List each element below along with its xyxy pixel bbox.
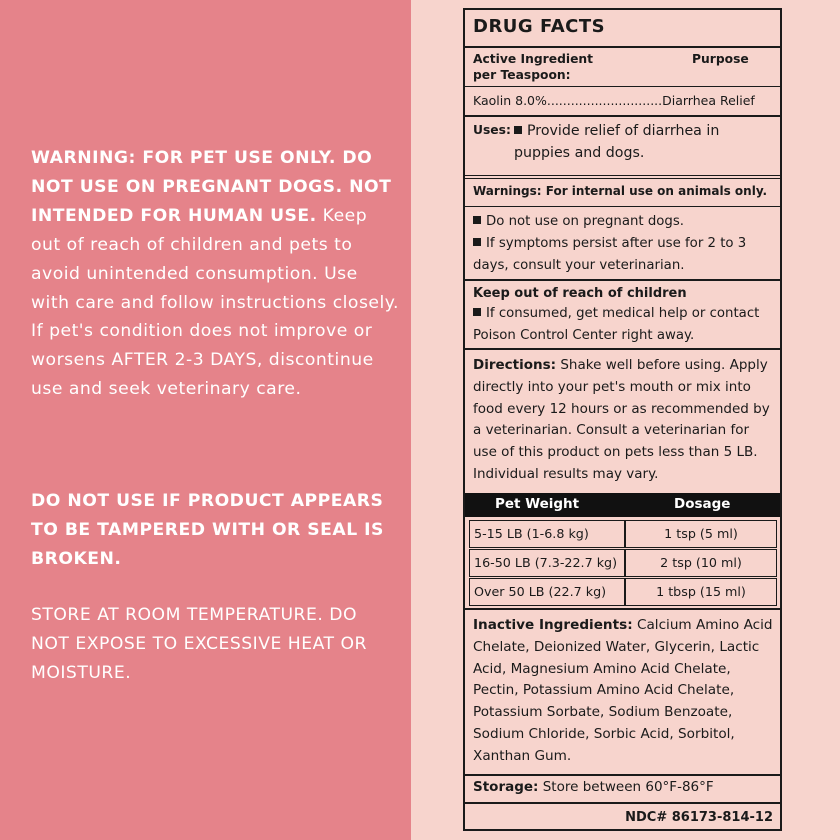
keep-out-header: Keep out of reach of children [473,286,687,301]
uses-text: Provide relief of diarrhea in puppies and dogs. [514,123,720,161]
pet-weight-cell: Over 50 LB (22.7 kg) [469,578,625,606]
divider [465,608,780,610]
bullet-icon [473,216,481,224]
divider [465,175,780,176]
drug-facts-background [411,0,840,840]
bullet-icon [514,126,522,134]
inactive-text: Calcium Amino Acid Chelate, Deionized Water, Glycerin, Lactic Acid, Magnesium Amino Acid Chelate, Pectin, Potassium Amino Acid Chelate, Potassium Sorbate, Sodium Benzoate, Sodium Chloride, Sorbic Acid, Sorbitol, Xanthan Gum. [473,617,773,764]
warning-item [473,233,773,277]
warning-paragraph [31,144,401,404]
dosage-cell: 2 tsp (10 ml) [625,549,777,577]
drug-facts-title: DRUG FACTS [473,16,606,37]
active-ingredient-label: Active Ingredient per Teaspoon: [473,52,594,82]
storage-text: Store between 60°F-86°F [542,779,714,795]
warning-body-text: Keep out of reach of children and pets to avoid unintended consumption. Use with care and follow instructions closely. If pet's condition does not improve or worsens AFTER 2-3 DAYS, discontinue use and seek veterinary care. [31,205,399,400]
warning-bold-text: WARNING: FOR PET USE ONLY. DO NOT USE ON PREGNANT DOGS. NOT INTENDED FOR HUMAN USE. [31,148,392,226]
pet-weight-cell: 16-50 LB (7.3-22.7 kg) [469,549,625,577]
warnings-header: Warnings: For internal use on animals only. [473,184,768,198]
divider [465,279,780,281]
divider [465,46,780,48]
divider [465,774,780,776]
tamper-warning: DO NOT USE IF PRODUCT APPEARS TO BE TAMPERED WITH OR SEAL IS BROKEN. [31,491,384,569]
divider [465,178,780,179]
storage-label: Storage: [473,779,539,795]
storage-section [473,777,773,799]
keep-out-item [473,303,773,347]
divider [465,348,780,350]
warning-panel [0,0,411,840]
directions-text: Shake well before using. Apply directly into your pet's mouth or mix into food every 12 hours or as recommended by a veterinarian. Consult a veterinarian for use of this product on pets less than 5 LB. Individual results may vary. [473,357,770,482]
directions-label: Directions: [473,357,557,373]
divider [465,86,780,87]
warning-item-text: Do not use on pregnant dogs. [486,214,685,229]
inactive-label: Inactive Ingredients: [473,617,633,633]
active-ingredient-row: Kaolin 8.0%.............................Diarrhea Relief [473,93,755,108]
ndc-number: NDC# 86173-814-12 [625,810,773,825]
inactive-ingredients [473,615,778,768]
bullet-icon [473,238,481,246]
uses-label: Uses: [473,123,511,137]
keep-out-text: If consumed, get medical help or contact Poison Control Center right away. [473,306,760,343]
dosage-header: Dosage [674,496,731,512]
divider [465,206,780,207]
warning-item-text: If symptoms persist after use for 2 to 3 days, consult your veterinarian. [473,236,747,273]
uses-item [514,121,769,165]
dosage-cell: 1 tsp (5 ml) [625,520,777,548]
drug-facts-panel [463,8,782,831]
divider [465,115,780,117]
pet-weight-header: Pet Weight [495,496,580,512]
storage-warning: STORE AT ROOM TEMPERATURE. DO NOT EXPOSE TO EXCESSIVE HEAT OR MOISTURE. [31,605,367,683]
pet-weight-cell: 5-15 LB (1-6.8 kg) [469,520,625,548]
warning-item [473,211,773,233]
dosage-cell: 1 tbsp (15 ml) [625,578,777,606]
divider [465,802,780,804]
purpose-label: Purpose [692,52,749,66]
bullet-icon [473,308,481,316]
directions [473,355,776,486]
dosage-table-header [465,493,780,517]
